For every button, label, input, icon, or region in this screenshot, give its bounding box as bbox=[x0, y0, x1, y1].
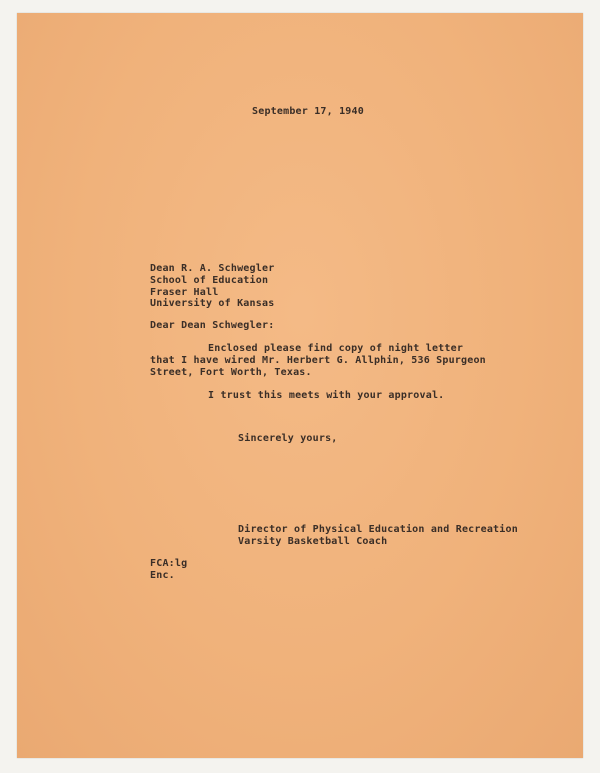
letter-page bbox=[17, 13, 583, 758]
closing: Sincerely yours, bbox=[238, 433, 338, 444]
letter-date: September 17, 1940 bbox=[252, 106, 364, 117]
body-line-2: that I have wired Mr. Herbert G. Allphin, 536 Spurgeon bbox=[150, 355, 486, 366]
typist-initials: FCA:lg bbox=[150, 558, 188, 569]
enclosure-note: Enc. bbox=[150, 570, 175, 581]
body-paragraph-2: I trust this meets with your approval. bbox=[208, 390, 445, 401]
recipient-university: University of Kansas bbox=[150, 298, 275, 309]
recipient-building: Fraser Hall bbox=[150, 287, 219, 298]
recipient-school: School of Education bbox=[150, 275, 269, 286]
recipient-name: Dean R. A. Schwegler bbox=[150, 263, 275, 274]
salutation: Dear Dean Schwegler: bbox=[150, 320, 275, 331]
signature-title-1: Director of Physical Education and Recreation bbox=[238, 524, 518, 535]
signature-title-2: Varsity Basketball Coach bbox=[238, 536, 388, 547]
body-line-1: Enclosed please find copy of night letter bbox=[208, 343, 464, 354]
body-line-3: Street, Fort Worth, Texas. bbox=[150, 367, 312, 378]
